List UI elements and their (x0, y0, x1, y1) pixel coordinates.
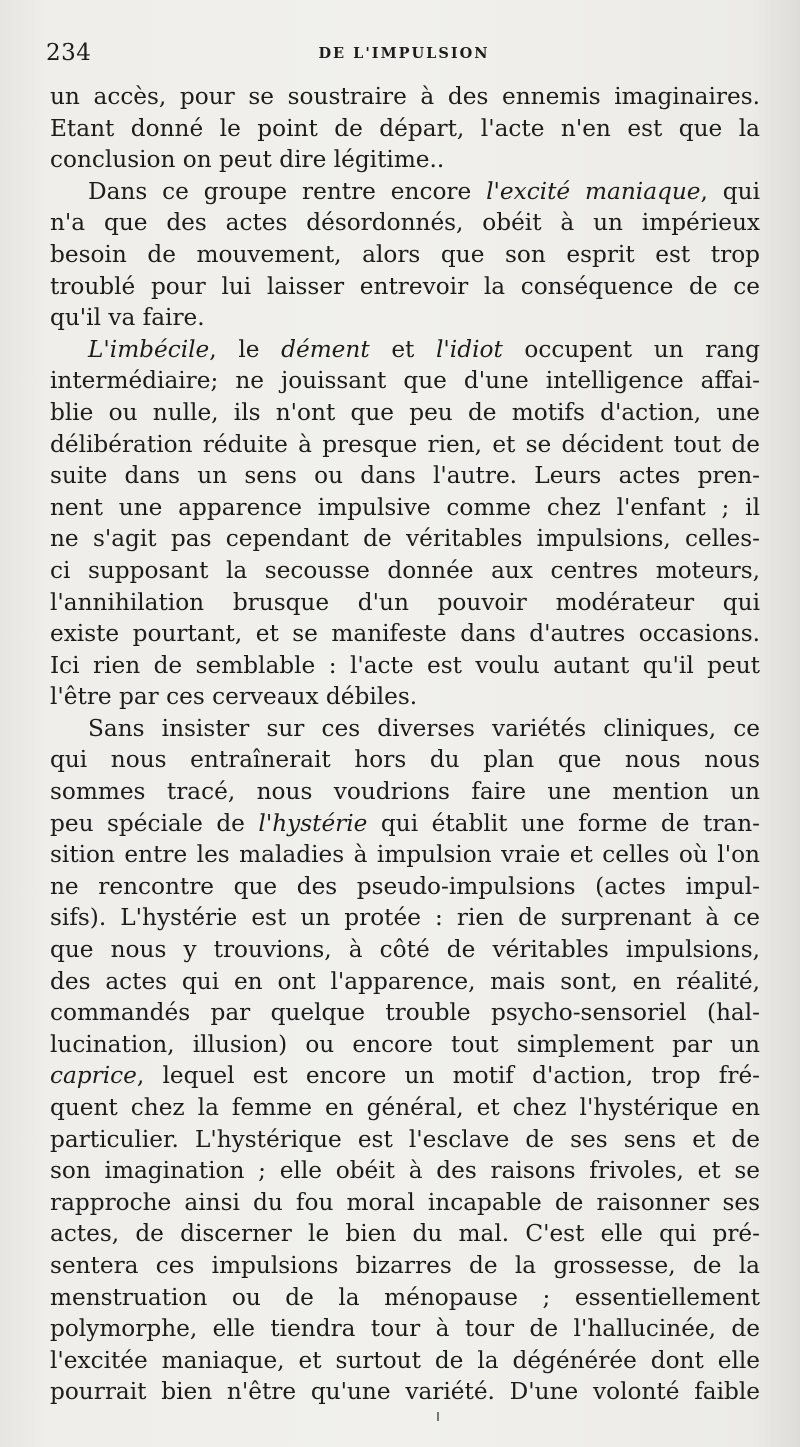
page-header (46, 40, 762, 70)
text-line: Dans ce groupe rentre encore l'excité maniaque, qui (88, 177, 760, 205)
text-line: commandés par quelque trouble psycho-sensoriel (hal- (50, 999, 760, 1027)
text-line: troublé pour lui laisser entrevoir la conséquence de ce (50, 272, 760, 300)
text-line: caprice, lequel est encore un motif d'action, trop fré- (50, 1062, 760, 1090)
text-line: Sans insister sur ces diverses variétés cliniques, ce (88, 714, 760, 742)
text-line: l'excitée maniaque, et surtout de la dégénérée dont elle (50, 1346, 760, 1374)
text-line: des actes qui en ont l'apparence, mais sont, en réalité, (50, 967, 760, 995)
text-line: nent une apparence impulsive comme chez l'enfant ; il (50, 493, 760, 521)
emphasis: l'hystérie (258, 809, 368, 837)
text-line: son imagination ; elle obéit à des raisons frivoles, et se (50, 1157, 760, 1185)
text-line: lucination, illusion) ou encore tout simplement par un (50, 1030, 760, 1058)
text-line: besoin de mouvement, alors que son esprit est trop (50, 240, 760, 268)
text-line: ne s'agit pas cependant de véritables impulsions, celles- (50, 525, 760, 553)
text-line: polymorphe, elle tiendra tour à tour de l'hallucinée, de (50, 1315, 760, 1343)
text-line: existe pourtant, et se manifeste dans d'autres occasions. (50, 620, 760, 648)
emphasis: l'excité maniaque (486, 177, 701, 205)
page-number: 234 (46, 40, 92, 66)
body-text (50, 81, 760, 1408)
text-line: menstruation ou de la ménopause ; essentiellement (50, 1283, 760, 1311)
running-title: DE L'IMPULSION (318, 45, 490, 62)
text-line: l'être par ces cerveaux débiles. (50, 683, 418, 711)
text-line: sentera ces impulsions bizarres de la grossesse, de la (50, 1251, 760, 1279)
text-line: intermédiaire; ne jouissant que d'une intelligence affai- (50, 367, 760, 395)
text-line: l'annihilation brusque d'un pouvoir modérateur qui (50, 588, 760, 616)
print-mark (437, 1412, 439, 1421)
text-line: sition entre les maladies à impulsion vraie et celles où l'on (50, 841, 760, 869)
text-line: Etant donné le point de départ, l'acte n'en est que la (50, 114, 760, 142)
emphasis: L'imbécile (88, 335, 210, 363)
text-line: rapproche ainsi du fou moral incapable de raisonner ses (50, 1188, 760, 1216)
text-line: que nous y trouvions, à côté de véritables impulsions, (50, 936, 760, 964)
text-line: blie ou nulle, ils n'ont que peu de motifs d'action, une (50, 398, 760, 426)
text-line: conclusion on peut dire légitime.. (50, 146, 445, 174)
text-line: n'a que des actes désordonnés, obéit à un impérieux (50, 209, 760, 237)
text-line: particulier. L'hystérique est l'esclave de ses sens et de (50, 1125, 760, 1153)
text-line: délibération réduite à presque rien, et se décident tout de (50, 430, 760, 458)
text-line: L'imbécile, le dément et l'idiot occupent un rang (88, 335, 760, 363)
text-line: ne rencontre que des pseudo-impulsions (actes impul- (50, 872, 760, 900)
text-line: qui nous entraînerait hors du plan que nous nous (50, 746, 760, 774)
text-line: peu spéciale de l'hystérie qui établit une forme de tran- (50, 809, 760, 837)
text-line: ci supposant la secousse donnée aux centres moteurs, (50, 556, 760, 584)
text-line: Ici rien de semblable : l'acte est voulu autant qu'il peut (50, 651, 760, 679)
text-line: sommes tracé, nous voudrions faire une mention un (50, 778, 760, 806)
text-line: qu'il va faire. (50, 304, 205, 332)
text-line: pourrait bien n'être qu'une variété. D'une volonté faible (50, 1378, 760, 1406)
text-line: actes, de discerner le bien du mal. C'est elle qui pré- (50, 1220, 760, 1248)
emphasis: l'idiot (436, 335, 503, 363)
text-line: quent chez la femme en général, et chez l'hystérique en (50, 1094, 760, 1121)
emphasis: caprice (50, 1062, 137, 1090)
text-line: sifs). L'hystérie est un protée : rien de surprenant à ce (50, 904, 760, 932)
text-line: un accès, pour se soustraire à des ennemis imaginaires. (50, 83, 760, 110)
text-line: suite dans un sens ou dans l'autre. Leurs actes pren- (50, 462, 760, 490)
emphasis: dément (281, 335, 370, 363)
